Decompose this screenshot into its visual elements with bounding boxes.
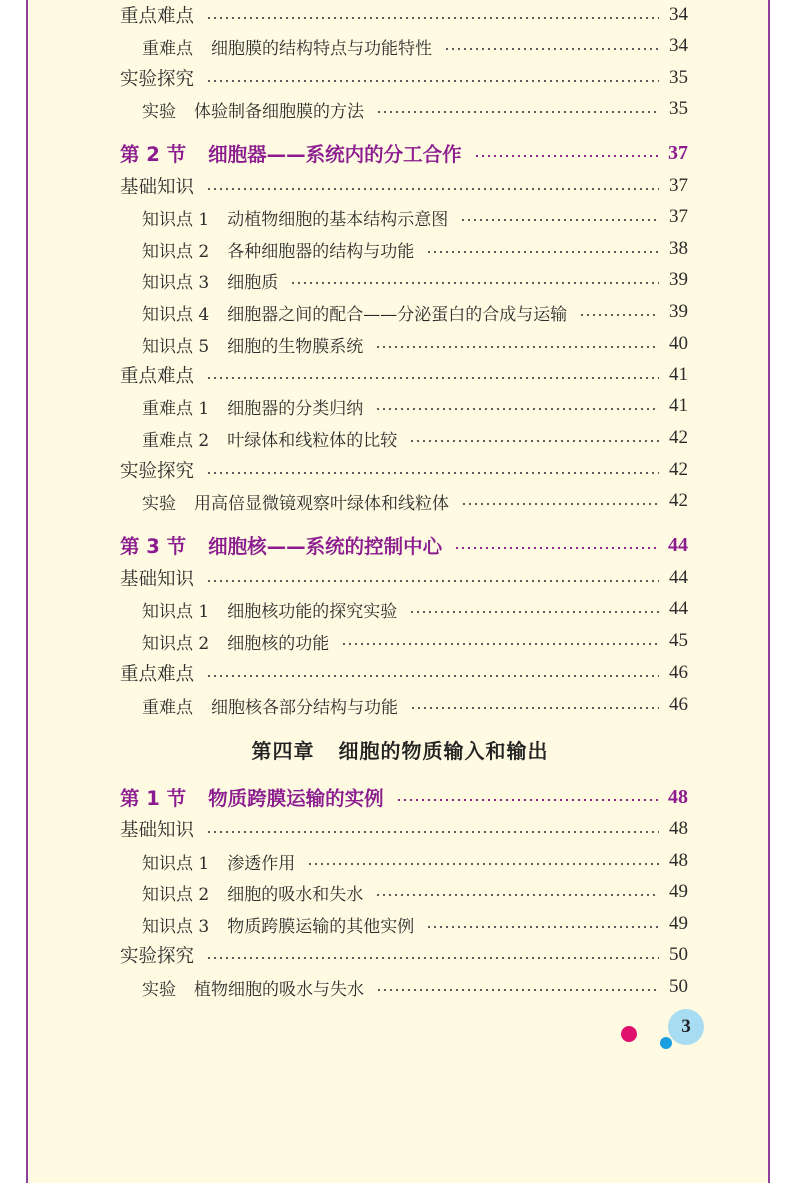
dot-leader [461,503,659,505]
entry-label: 实验 [142,979,176,1000]
entry-label: 知识点 1 [142,209,210,230]
entry-title: 细胞的吸水和失水 [227,884,364,905]
entry-page-number: 40 [669,333,688,354]
entry-page-number: 39 [669,269,688,290]
topic-entry [142,94,688,124]
dot-leader [409,440,659,442]
dot-leader [206,377,659,379]
entry-label: 实验探究 [120,461,195,482]
entry-label: 第 1 节 [120,787,187,810]
category-entry [120,360,688,390]
dot-leader [426,926,659,928]
entry-label: 实验探究 [120,946,195,967]
topic-entry [142,846,688,876]
dot-leader [375,894,659,896]
dot-leader [454,547,658,549]
topic-entry [142,594,688,624]
entry-page-number: 41 [669,364,688,385]
category-entry [120,563,688,593]
entry-page-number: 48 [668,785,688,808]
dot-leader [376,111,659,113]
entry-label: 知识点 3 [142,916,210,937]
entry-page-number: 37 [669,206,688,227]
decorative-blue-dot [660,1037,672,1049]
entry-page-number: 48 [669,850,688,871]
dot-leader [579,314,659,316]
dot-leader [206,472,659,474]
entry-label: 重点难点 [120,664,195,685]
dot-leader [396,799,658,801]
entry-title: 植物细胞的吸水与失水 [194,979,364,1000]
topic-entry [142,297,688,327]
entry-page-number: 38 [669,238,688,259]
entry-title: 细胞核的功能 [227,633,330,654]
entry-label: 知识点 5 [142,336,210,357]
entry-page-number: 34 [669,4,688,25]
entry-page-number: 42 [669,459,688,480]
dot-leader [307,863,659,865]
chapter-label: 第四章 [251,739,315,763]
entry-label: 基础知识 [120,820,195,841]
entry-page-number: 49 [669,913,688,934]
dot-leader [206,17,659,19]
entry-page-number: 41 [669,395,688,416]
entry-title: 细胞器之间的配合——分泌蛋白的合成与运输 [227,304,568,325]
dot-leader [444,48,659,50]
entry-title: 动植物细胞的基本结构示意图 [227,209,449,230]
entry-label: 基础知识 [120,177,195,198]
topic-entry [142,423,688,453]
entry-page-number: 44 [668,533,688,556]
entry-page-number: 50 [669,944,688,965]
entry-page-number: 34 [669,35,688,56]
entry-label: 重难点 [142,38,193,59]
topic-entry [142,486,688,516]
entry-label: 知识点 1 [142,601,210,622]
section-entry [120,782,688,812]
entry-page-number: 39 [669,301,688,322]
dot-leader [290,282,659,284]
topic-entry [142,234,688,264]
topic-entry [142,909,688,939]
dot-leader [341,643,659,645]
category-entry [120,0,688,30]
entry-label: 重难点 2 [142,430,210,451]
entry-label: 实验探究 [120,69,195,90]
entry-title: 细胞的生物膜系统 [227,336,364,357]
dot-leader [375,346,659,348]
entry-label: 知识点 3 [142,272,210,293]
topic-entry [142,265,688,295]
section-entry [120,530,688,560]
entry-page-number: 37 [668,141,688,164]
entry-page-number: 44 [669,567,688,588]
topic-entry [142,202,688,232]
entry-label: 重难点 1 [142,398,210,419]
entry-title: 细胞核功能的探究实验 [227,601,398,622]
dot-leader [206,580,659,582]
dot-leader [375,408,659,410]
entry-page-number: 42 [669,427,688,448]
entry-label: 知识点 2 [142,633,210,654]
dot-leader [206,831,659,833]
category-entry [120,940,688,970]
topic-entry [142,690,688,720]
entry-label: 实验 [142,101,176,122]
entry-label: 知识点 4 [142,304,210,325]
chapter-title: 细胞的物质输入和输出 [338,739,549,763]
entry-page-number: 35 [669,67,688,88]
entry-page-number: 45 [669,630,688,651]
topic-entry [142,329,688,359]
dot-leader [409,611,659,613]
entry-title: 物质跨膜运输的其他实例 [227,916,415,937]
entry-title: 叶绿体和线粒体的比较 [227,430,398,451]
dot-leader [460,219,659,221]
entry-title: 各种细胞器的结构与功能 [227,241,415,262]
entry-title: 物质跨膜运输的实例 [208,787,384,810]
entry-label: 第 2 节 [120,143,187,166]
entry-label: 重点难点 [120,6,195,27]
entry-title: 渗透作用 [227,853,296,874]
entry-title: 用高倍显微镜观察叶绿体和线粒体 [194,493,449,514]
category-entry [120,658,688,688]
entry-page-number: 35 [669,98,688,119]
topic-entry [142,391,688,421]
entry-page-number: 46 [669,662,688,683]
entry-label: 重点难点 [120,366,195,387]
entry-title: 细胞器——系统内的分工合作 [208,143,462,166]
page-number-badge [668,1009,704,1045]
entry-page-number: 42 [669,490,688,511]
category-entry [120,171,688,201]
dot-leader [206,957,659,959]
dot-leader [206,188,659,190]
entry-label: 知识点 2 [142,884,210,905]
entry-title: 细胞核各部分结构与功能 [211,697,398,718]
entry-page-number: 44 [669,598,688,619]
entry-title: 细胞膜的结构特点与功能特性 [211,38,432,59]
dot-leader [474,155,658,157]
chapter-heading [0,735,800,767]
entry-title: 体验制备细胞膜的方法 [194,101,364,122]
entry-label: 重难点 [142,697,193,718]
topic-entry [142,877,688,907]
dot-leader [206,675,659,677]
page-number: 3 [681,1016,691,1037]
entry-label: 基础知识 [120,569,195,590]
entry-page-number: 50 [669,976,688,997]
entry-page-number: 48 [669,818,688,839]
entry-label: 第 3 节 [120,535,187,558]
entry-title: 细胞质 [227,272,279,293]
entry-page-number: 37 [669,175,688,196]
topic-entry [142,972,688,1002]
section-entry [120,138,688,168]
entry-title: 细胞器的分类归纳 [227,398,364,419]
entry-label: 实验 [142,493,176,514]
entry-label: 知识点 2 [142,241,210,262]
topic-entry [142,31,688,61]
dot-leader [376,989,659,991]
entry-page-number: 46 [669,694,688,715]
entry-title: 细胞核——系统的控制中心 [208,535,443,558]
category-entry [120,455,688,485]
category-entry [120,814,688,844]
topic-entry [142,626,688,656]
dot-leader [206,80,659,82]
dot-leader [410,707,659,709]
dot-leader [426,251,659,253]
category-entry [120,63,688,93]
decorative-pink-dot [621,1026,637,1042]
entry-page-number: 49 [669,881,688,902]
entry-label: 知识点 1 [142,853,210,874]
